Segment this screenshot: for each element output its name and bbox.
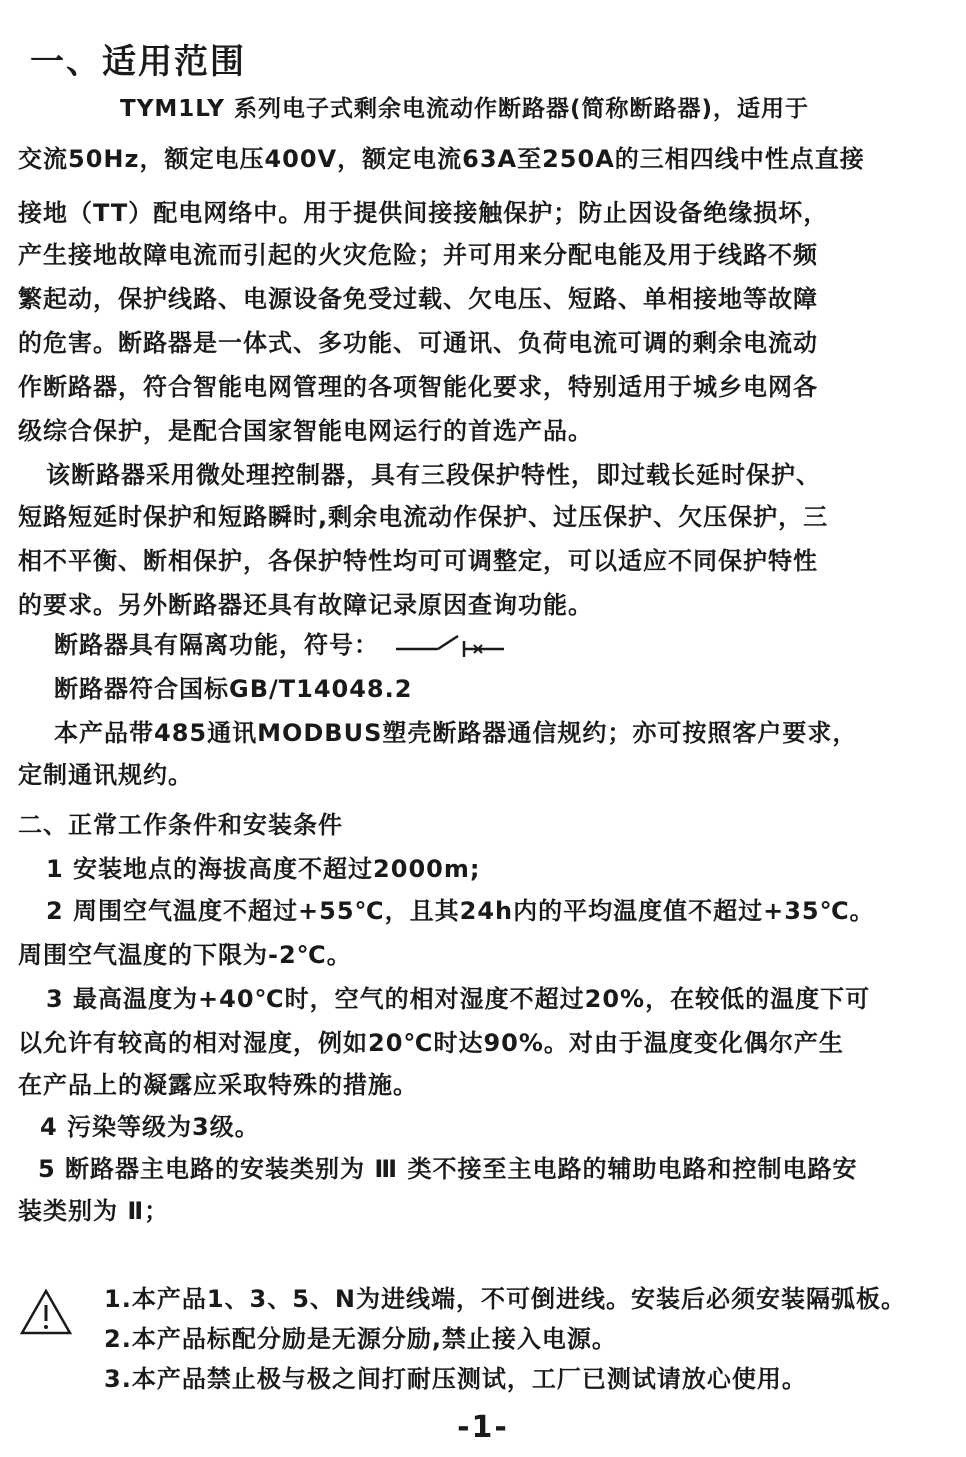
section2-line-3: 周围空气温度的下限为-2℃。	[18, 941, 352, 969]
section2-line-6: 在产品上的凝露应采取特殊的措施。	[18, 1071, 418, 1099]
section1-line-6: 的危害。断路器是一体式、多功能、可通讯、负荷电流可调的剩余电流动	[18, 329, 818, 357]
section1-line-3: 接地（TT）配电网络中。用于提供间接接触保护；防止因设备绝缘损坏，	[18, 199, 829, 227]
section1-line-12: 的要求。另外断路器还具有故障记录原因查询功能。	[18, 591, 593, 619]
comm-line-2: 定制通讯规约。	[18, 761, 193, 789]
section1-line-2: 交流50Hz，额定电压400V，额定电流63A至250A的三相四线中性点直接	[18, 145, 865, 173]
warning-item-1: 1.本产品1、3、5、N为进线端，不可倒进线。安装后必须安装隔弧板。	[104, 1285, 906, 1313]
isolation-line	[54, 628, 506, 662]
isolator-switch-symbol-icon	[394, 633, 506, 659]
section1-line-4: 产生接地故障电流而引起的火灾危险；并可用来分配电能及用于线路不频	[18, 241, 818, 269]
isolation-label: 断路器具有隔离功能，符号：	[54, 631, 379, 659]
section2-title: 二、正常工作条件和安装条件	[18, 811, 343, 839]
comm-line-1: 本产品带485通讯MODBUS塑壳断路器通信规约；亦可按照客户要求，	[54, 719, 858, 747]
warning-item-2: 2.本产品标配分励是无源分励,禁止接入电源。	[104, 1325, 617, 1353]
section1-line-5: 繁起动，保护线路、电源设备免受过载、欠电压、短路、单相接地等故障	[18, 285, 818, 313]
warning-item-3: 3.本产品禁止极与极之间打耐压测试，工厂已测试请放心使用。	[104, 1365, 807, 1393]
section2-line-2: 2 周围空气温度不超过+55℃，且其24h内的平均温度值不超过+35℃。	[46, 897, 875, 925]
section2-line-7: 4 污染等级为3级。	[40, 1113, 260, 1141]
standard-line: 断路器符合国标GB/T14048.2	[54, 675, 413, 703]
section1-line-7: 作断路器，符合智能电网管理的各项智能化要求，特别适用于城乡电网各	[18, 373, 818, 401]
section1-line-8: 级综合保护，是配合国家智能电网运行的首选产品。	[18, 417, 593, 445]
section2-line-8: 5 断路器主电路的安装类别为 Ⅲ 类不接至主电路的辅助电路和控制电路安	[38, 1155, 858, 1183]
section1-line-9: 该断路器采用微处理控制器，具有三段保护特性，即过载长延时保护、	[46, 461, 821, 489]
section2-line-1: 1 安装地点的海拔高度不超过2000m;	[46, 855, 481, 883]
warning-triangle-icon	[20, 1288, 72, 1336]
page-number: -1-	[457, 1410, 509, 1445]
section1-line-10: 短路短延时保护和短路瞬时,剩余电流动作保护、过压保护、欠压保护，三	[18, 503, 829, 531]
section2-line-5: 以允许有较高的相对湿度，例如20℃时达90%。对由于温度变化偶尔产生	[18, 1029, 844, 1057]
section1-title: 一、适用范围	[30, 42, 246, 82]
section1-line-11: 相不平衡、断相保护，各保护特性均可可调整定，可以适应不同保护特性	[18, 547, 818, 575]
section2-line-9: 装类别为 Ⅱ；	[18, 1197, 170, 1225]
section2-line-4: 3 最高温度为+40℃时，空气的相对湿度不超过20%，在较低的温度下可	[46, 985, 871, 1013]
section1-line-1: TYM1LY 系列电子式剩余电流动作断路器(简称断路器)，适用于	[120, 96, 809, 122]
